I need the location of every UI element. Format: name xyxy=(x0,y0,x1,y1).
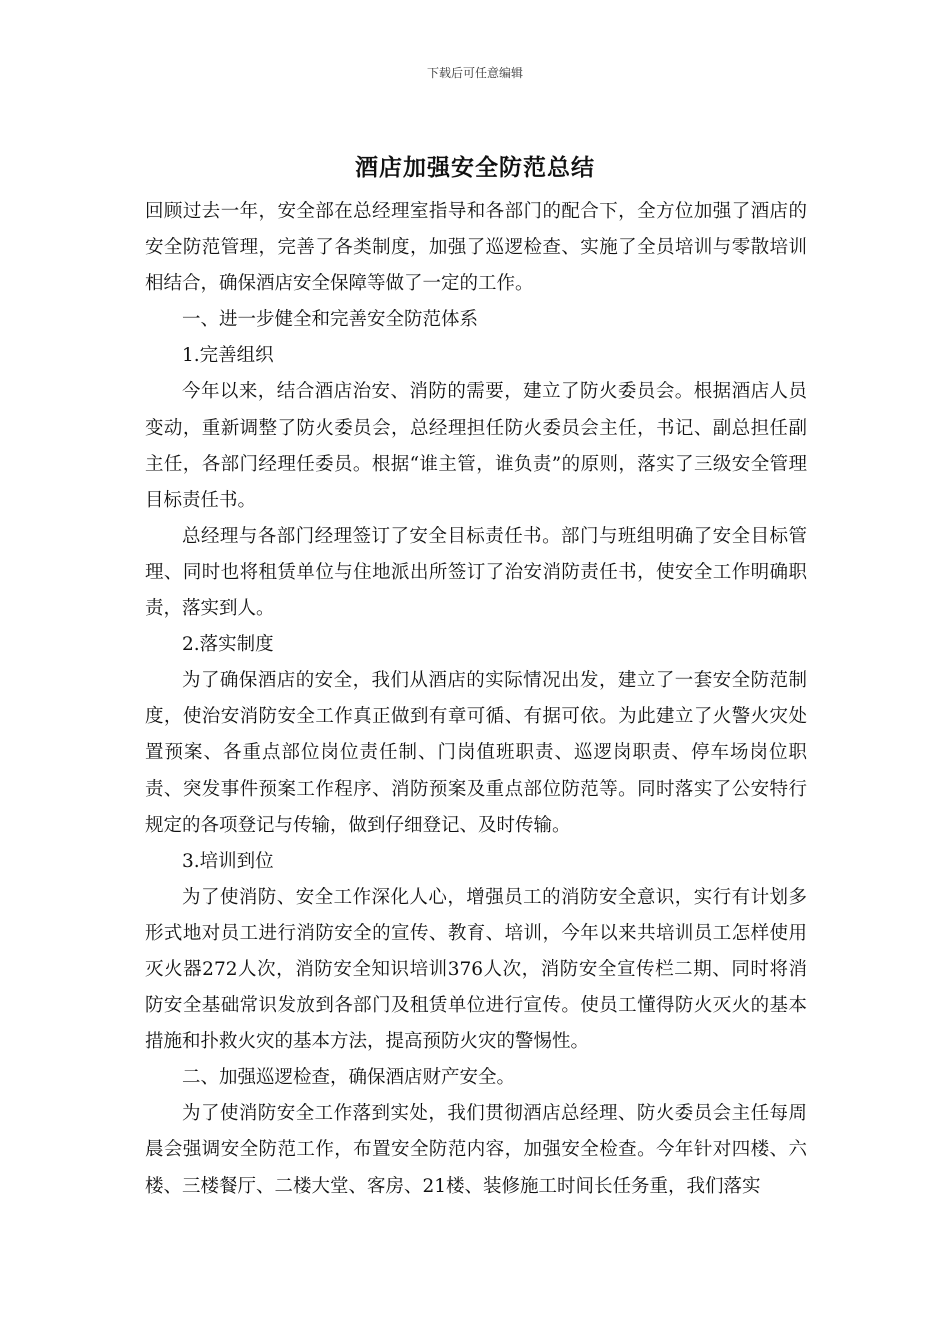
paragraph-intro: 回顾过去一年，安全部在总经理室指导和各部门的配合下，全方位加强了酒店的安全防范管理，完善了各类制度，加强了巡逻检查、实施了全员培训与零散培训相结合，确保酒店安全保障等做了一定的工作。 xyxy=(145,201,807,295)
subheading-1-3: 3.培训到位 xyxy=(182,850,274,872)
subheading-1-2: 2.落实制度 xyxy=(182,634,274,656)
subheading-1-1: 1.完善组织 xyxy=(182,345,274,367)
document-body xyxy=(145,194,807,1205)
paragraph-responsibility: 总经理与各部门经理签订了安全目标责任书。部门与班组明确了安全目标管理、同时也将租赁单位与住地派出所签订了治安消防责任书，使安全工作明确职责，落实到人。 xyxy=(145,525,807,620)
paragraph-organization: 今年以来，结合酒店治安、消防的需要，建立了防火委员会。根据酒店人员变动，重新调整了防火委员会，总经理担任防火委员会主任，书记、副总担任副主任，各部门经理任委员。根据“谁主管，谁负责”的原则，落实了三级安全管理目标责任书。 xyxy=(145,381,807,511)
document-title: 酒店加强安全防范总结 xyxy=(355,154,595,181)
section-heading-1: 一、进一步健全和完善安全防范体系 xyxy=(182,309,479,331)
paragraph-training: 为了使消防、安全工作深化人心，增强员工的消防安全意识，实行有计划多形式地对员工进行消防安全的宣传、教育、培训，今年以来共培训员工怎样使用灭火器272人次，消防安全知识培训376人次，消防安全宣传栏二期、同时将消防安全基础常识发放到各部门及租赁单位进行宣传。使员工懂得防火灭火的基本措施和扑救火灾的基本方法，提高预防火灾的警惕性。 xyxy=(145,886,807,1053)
paragraph-patrol: 为了使消防安全工作落到实处，我们贯彻酒店总经理、防火委员会主任每周晨会强调安全防范工作，布置安全防范内容，加强安全检查。今年针对四楼、六楼、三楼餐厅、二楼大堂、客房、21楼、装修施工时间长任务重，我们落实 xyxy=(145,1103,807,1197)
section-heading-2: 二、加强巡逻检查，确保酒店财产安全。 xyxy=(182,1067,516,1089)
paragraph-system: 为了确保酒店的安全，我们从酒店的实际情况出发，建立了一套安全防范制度，使治安消防安全工作真正做到有章可循、有据可依。为此建立了火警火灾处置预案、各重点部位岗位责任制、门岗值班职责、巡逻岗职责、停车场岗位职责、突发事件预案工作程序、消防预案及重点部位防范等。同时落实了公安特行规定的各项登记与传输，做到仔细登记、及时传输。 xyxy=(145,670,807,836)
header-note: 下载后可任意编辑 xyxy=(426,66,523,80)
